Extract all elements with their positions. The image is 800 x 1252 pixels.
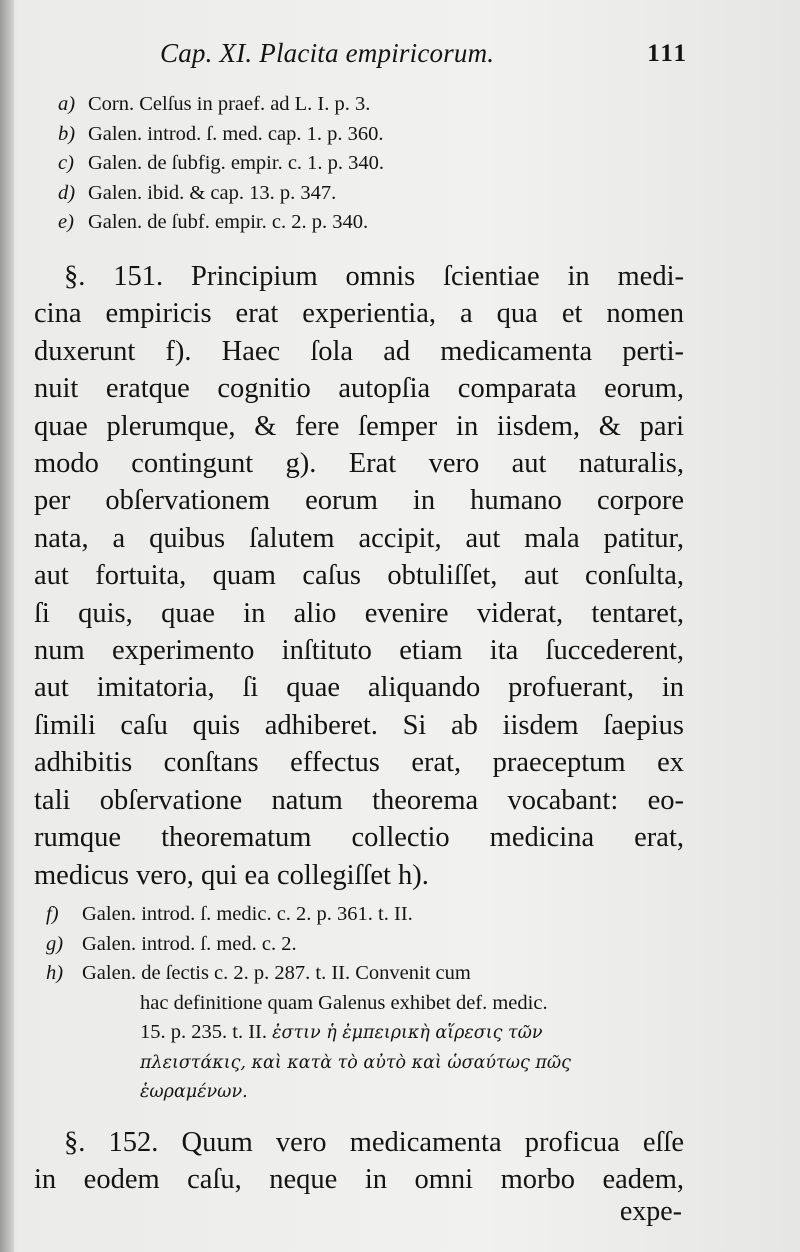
footnote-f [46,900,571,930]
footnote-mark: d) [58,181,76,204]
footnote-mark: h) [46,962,64,984]
greek-quotation: ἑωραμένων. [140,1082,248,1102]
section-151-paragraph [34,258,684,894]
footnote-h-continuation [46,1018,571,1049]
body-line: per obſervationem eorum in humano corpore [34,485,684,517]
footnote-mark: a) [58,93,76,115]
footnote-c [58,149,384,179]
bottom-footnotes [46,900,571,1108]
greek-quotation: πλειστάκις, καὶ κατὰ τὸ αὐτὸ καὶ ὡσαύτως πῶς [140,1052,571,1073]
body-line: quae plerumque, & fere ſemper in iisdem, & pari [34,410,684,442]
footnote-mark: c) [58,152,74,174]
body-line: duxerunt f). Haec ſola ad medicamenta perti- [34,335,684,367]
body-line: aut fortuita, quam caſus obtuliſſet, aut conſulta, [34,560,684,592]
footnote-h-continuation: hac definitione quam Galenus exhibet def. medic. [140,991,548,1014]
body-line: modo contingunt g). Erat vero aut naturalis, [34,448,684,480]
body-line: nata, a quibus ſalutem accipit, aut mala patitur, [34,522,684,554]
page-gutter-shadow [0,0,14,1252]
footnote-mark: g) [46,932,64,955]
body-line: ſi quis, quae in alio evenire viderat, tentaret, [34,597,684,629]
body-line: in eodem caſu, neque in omni morbo eadem, [34,1164,684,1196]
footnote-b [58,120,384,150]
body-line: ſimili caſu quis adhiberet. Si ab iisdem ſaepius [34,709,684,741]
top-footnotes [58,90,384,238]
page-number: 111 [647,40,688,67]
body-line: rumque theorematum collectio medicina erat, [34,822,684,854]
body-line: medicus vero, qui ea collegiſſet h). [34,859,429,891]
body-line: §. 151. Principium omnis ſcientiae in medi- [64,261,684,292]
footnote-g [46,930,571,960]
body-line: nuit eratque cognitio autopſia comparata eorum, [34,373,684,405]
footnote-h [46,959,571,989]
footnote-mark: b) [58,122,76,145]
body-line: num experimento inſtituto etiam ita ſuccederent, [34,635,684,667]
footnote-text: Galen. de ſubfig. empir. c. 1. p. 340. [88,152,385,174]
footnote-text: Galen. introd. ſ. medic. c. 2. p. 361. t. II. [82,903,413,925]
footnote-mark: f) [46,903,59,925]
body-line: adhibitis conſtans effectus erat, praeceptum ex [34,747,684,779]
running-head: Cap. XI. Placita empiricorum. [160,38,495,68]
footnote-d [58,179,384,209]
footnote-text: Galen. de ſectis c. 2. p. 287. t. II. Convenit cum [82,962,471,984]
body-line: aut imitatoria, ſi quae aliquando profuerant, in [34,672,684,704]
body-line: §. 152. Quum vero medicamenta proficua eſſe [64,1127,684,1158]
section-152-paragraph [34,1124,684,1199]
footnote-text: Galen. introd. ſ. med. c. 2. [82,932,297,955]
page-header [160,38,720,78]
greek-quotation: ἐστιν ἡ ἐμπειρικὴ αἵρεσις τῶν [272,1023,543,1043]
catchword: expe- [619,1196,682,1227]
footnote-e [58,208,384,238]
footnote-text: Galen. ibid. & cap. 13. p. 347. [88,181,337,204]
body-line: cina empiricis erat experientia, a qua et nomen [34,298,684,330]
footnote-text: Corn. Celſus in praef. ad L. I. p. 3. [88,93,371,115]
footnote-h-reference: 15. p. 235. t. II. [140,1021,267,1043]
footnote-a [58,90,384,120]
body-line: tali obſervatione natum theorema vocabant: eo- [34,784,684,816]
footnote-text: Galen. de ſubf. empir. c. 2. p. 340. [88,211,369,233]
footnote-mark: e) [58,211,74,233]
footnote-text: Galen. introd. ſ. med. cap. 1. p. 360. [88,122,384,145]
